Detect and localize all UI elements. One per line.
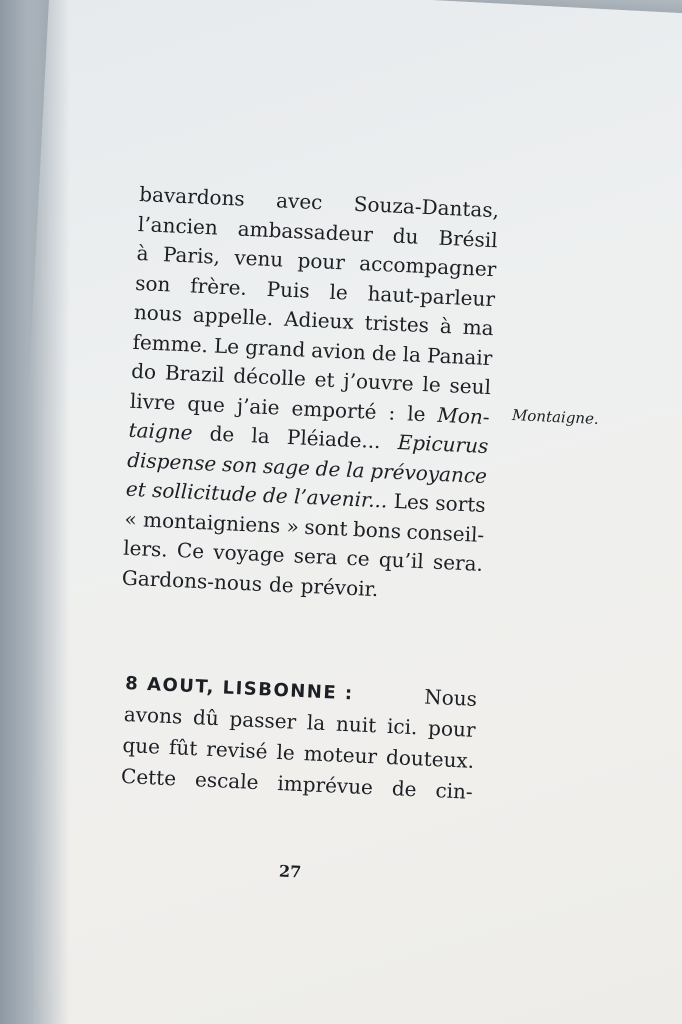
word: conseil- — [405, 518, 485, 547]
word: avons — [123, 701, 183, 729]
word: moteur — [303, 741, 378, 769]
word: ma — [462, 314, 495, 341]
word: tristes — [364, 310, 430, 338]
word: femme. — [132, 329, 209, 357]
book-gutter — [0, 0, 70, 1024]
word: décolle — [232, 363, 307, 391]
word: accompagner — [358, 251, 497, 282]
quote-word: dispense — [126, 447, 217, 476]
entry-heading: 8 AOUT, LISBONNE : — [124, 672, 355, 705]
word: sorts — [434, 490, 487, 517]
quote-word: la — [345, 457, 366, 482]
word: j’ouvre — [342, 368, 415, 396]
word: sera. — [432, 549, 484, 576]
word: Brésil — [437, 225, 499, 252]
quote-word: de — [262, 482, 289, 509]
word: emporté — [291, 395, 378, 424]
word: sont — [303, 514, 349, 541]
word: nuit — [335, 711, 377, 738]
word: Pléiade... — [286, 424, 382, 454]
word: la — [250, 423, 271, 449]
word: j’aie — [236, 393, 281, 420]
word: de — [391, 776, 418, 802]
book-title-word: taigne — [128, 417, 194, 445]
word: le — [276, 739, 296, 765]
word: cin- — [434, 778, 474, 804]
word: livre — [129, 388, 176, 415]
word: bavardons — [138, 181, 246, 211]
word: Gardons-nous — [121, 565, 263, 596]
word: avion — [310, 337, 367, 364]
word: la — [402, 341, 422, 367]
word: de — [209, 421, 235, 447]
word: qu’il — [378, 547, 425, 574]
word: imprévue — [276, 771, 374, 800]
word: ce — [346, 545, 371, 571]
word: do — [130, 358, 157, 384]
word: de — [371, 340, 398, 366]
word: le — [329, 279, 349, 305]
book-title-word: Mon- — [436, 402, 491, 429]
quote-word: de — [315, 455, 341, 481]
page-number: 27 — [278, 861, 302, 882]
word: haut-parleur — [367, 280, 496, 311]
word: revisé — [205, 736, 269, 764]
word: du — [392, 223, 420, 249]
quote-word: prévoyance — [369, 458, 488, 488]
word: Le — [213, 333, 240, 359]
word: le — [406, 400, 427, 426]
word: Paris, — [162, 242, 221, 269]
word: Panair — [426, 342, 493, 370]
word: fût — [168, 735, 198, 761]
word: la — [306, 710, 326, 736]
word: à — [439, 313, 453, 339]
word: que — [121, 732, 161, 759]
word: ici. — [386, 713, 418, 740]
word: passer — [229, 706, 297, 734]
quote-word: Epicurus — [397, 429, 489, 459]
word: Brazil — [164, 360, 226, 388]
word: Puis — [266, 276, 311, 303]
word: pour — [427, 715, 477, 742]
word: le — [421, 372, 442, 397]
word: que — [186, 390, 226, 417]
word: ambassadeur — [237, 215, 374, 247]
word: « montaigniens » — [124, 506, 300, 539]
word: avec — [275, 188, 323, 215]
word: venu — [233, 245, 284, 272]
margin-note: Montaigne. — [511, 406, 600, 428]
body-paragraph-1 — [121, 180, 499, 609]
word: et — [314, 367, 336, 393]
quote-word: sage — [262, 453, 311, 480]
word: nous — [133, 299, 183, 327]
word: lers. — [122, 535, 169, 562]
word: sera — [293, 543, 338, 570]
word: Cette — [120, 763, 177, 791]
word: à — [136, 240, 150, 266]
word: voyage — [212, 539, 286, 567]
word: de — [268, 571, 295, 597]
word: frère. — [189, 272, 248, 300]
word: douteux. — [385, 744, 475, 773]
quote-word: son — [221, 451, 258, 478]
word: grand — [244, 334, 306, 362]
word: Les — [393, 488, 430, 515]
word: Ce — [176, 538, 205, 564]
word: prévoir. — [300, 573, 379, 601]
word: pour — [297, 248, 346, 275]
word: l’ancien — [137, 211, 219, 240]
word: Souza-Dantas, — [353, 191, 500, 223]
quote-word: sollicitude — [151, 477, 258, 507]
word: : — [388, 400, 396, 425]
word: dû — [192, 705, 220, 731]
word: Nous — [423, 684, 478, 711]
word: son — [134, 270, 172, 296]
quote-word: l’avenir... — [293, 484, 388, 513]
word: appelle. — [192, 302, 274, 331]
word: seul — [449, 373, 492, 400]
quote-word: et — [125, 476, 147, 502]
body-paragraph-2 — [120, 668, 477, 808]
word: Adieux — [283, 306, 355, 334]
word: escale — [194, 767, 260, 795]
word: bons — [352, 516, 402, 543]
